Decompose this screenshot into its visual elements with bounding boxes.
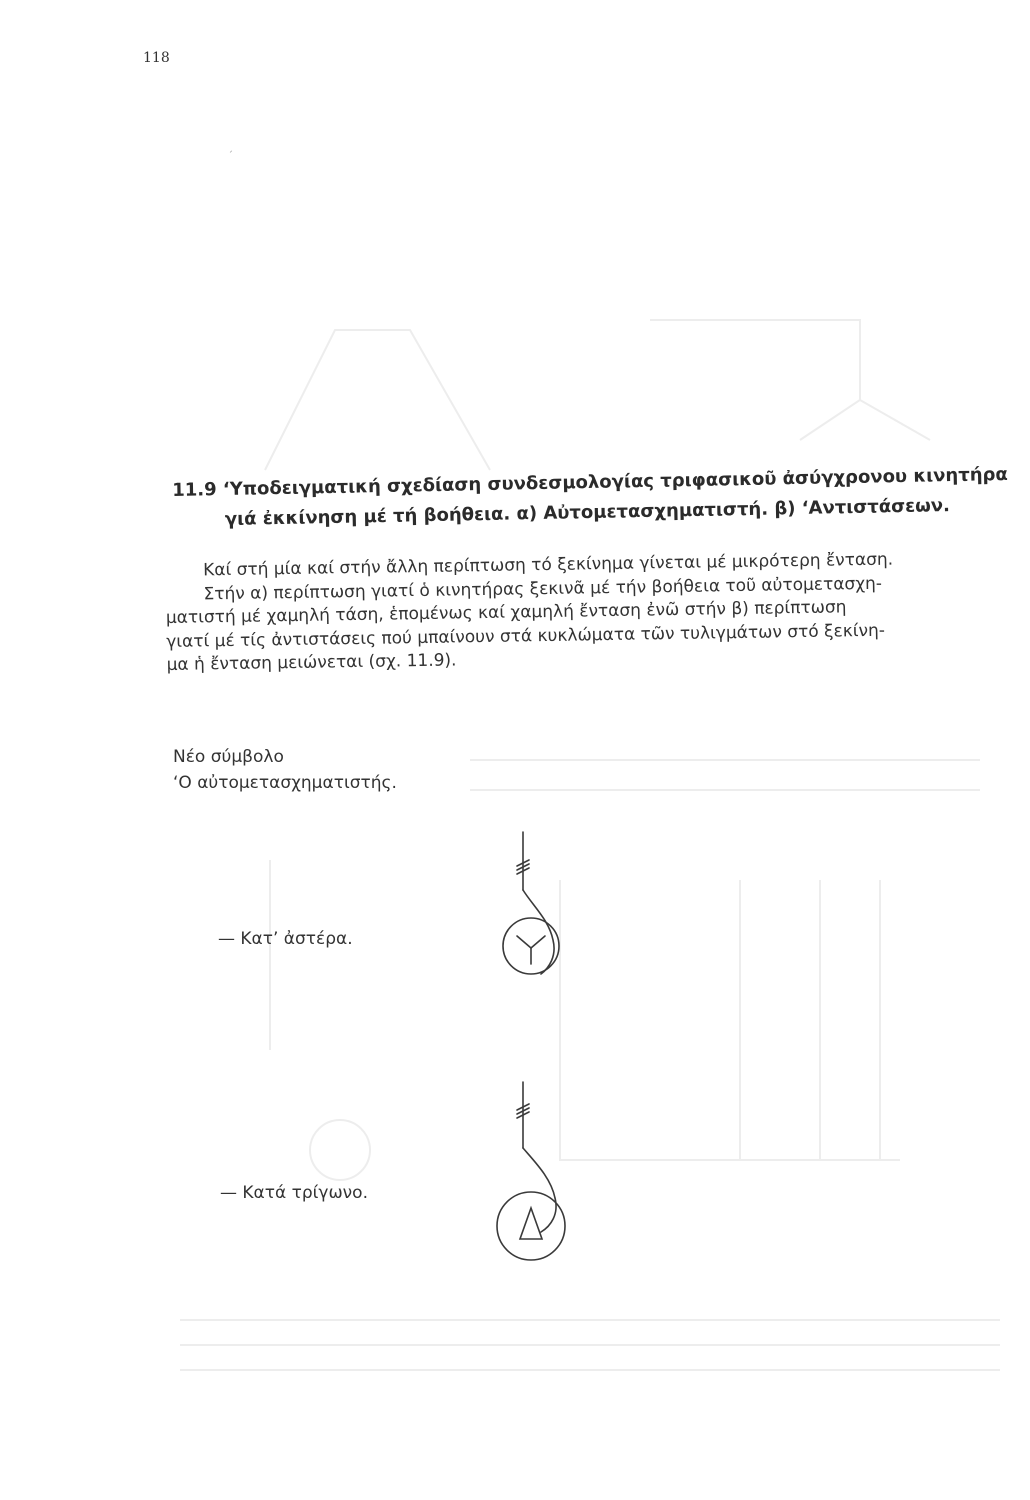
paragraph-line: Στήν α) περίπτωση γιατί ὁ κινητήρας ξεκινᾶ μέ τήν βοήθεια τοῦ αὐτομετασχη- — [203, 573, 883, 604]
figure-caption — [172, 460, 1013, 536]
delta-connection-autotransformer-icon — [475, 1080, 585, 1270]
new-symbol-subject: ‘Ο αὐτομετασχηματιστής. — [173, 773, 397, 793]
stray-mark: ˏ — [228, 142, 233, 153]
delta-connection-label: — Κατά τρίγωνο. — [220, 1183, 368, 1203]
page-number: 118 — [143, 50, 170, 66]
paragraph-line: ματιστή μέ χαμηλή τάση, ἑπομένως καί χαμηλή ἔνταση ἐνῶ στήν β) περίπτωση — [165, 597, 847, 628]
paragraph-line: μα ἡ ἔνταση μειώνεται (σχ. 11.9). — [166, 650, 457, 675]
new-symbol-section — [173, 744, 397, 796]
figure-caption-line-2: γιά ἐκκίνηση μέ τή βοήθεια. α) Αὐτομετασχηματιστή. β) ‘Αντιστάσεων. — [224, 495, 951, 530]
star-connection-autotransformer-icon — [475, 828, 585, 1028]
new-symbol-heading: Νέο σύμβολο — [173, 747, 284, 767]
paragraph-line: γιατί μέ τίς ἀντιστάσεις πού μπαίνουν στά κυκλώματα τῶν τυλιγμάτων στό ξεκίνη- — [166, 620, 886, 652]
figure-caption-line-1: 11.9 ‘Υποδειγματική σχεδίαση συνδεσμολογίας τριφασικοῦ ἀσύγχρονου κινητήρα — [172, 463, 1008, 501]
star-connection-label: — Κατ’ ἀστέρα. — [218, 929, 353, 949]
delta-connection-symbol — [475, 1080, 585, 1270]
paragraph-line: Καί στή μία καί στήν ἄλλη περίπτωση τό ξεκίνημα γίνεται μέ μικρότερη ἔνταση. — [203, 549, 894, 581]
body-paragraph — [165, 547, 1012, 678]
star-connection-symbol — [475, 828, 585, 1028]
